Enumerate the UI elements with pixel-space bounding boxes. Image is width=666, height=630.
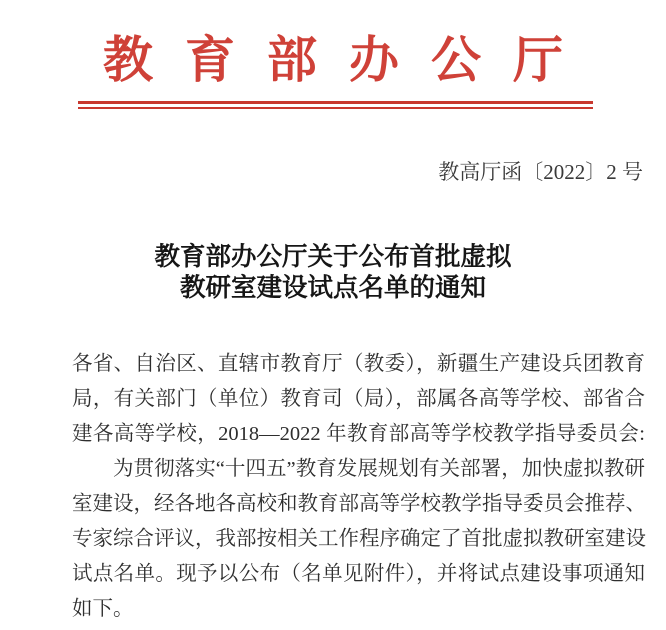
document-title-line-1: 教育部办公厅关于公布首批虚拟 <box>154 242 512 271</box>
paragraph-line-5: 如下。 <box>72 598 134 620</box>
paragraph-line-2: 室建设，经各地各高校和教育部高等学校教学指导委员会推荐、 <box>72 493 646 515</box>
divider-thin-line <box>78 107 593 109</box>
document-title <box>0 241 666 303</box>
masthead-divider <box>78 101 593 109</box>
agency-masthead: 教育部办公厅 <box>103 32 595 88</box>
document-number: 教高厅函〔2022〕2 号 <box>438 160 643 184</box>
addressee-line-3: 建各高等学校，2018—2022 年教育部高等学校教学指导委员会: <box>72 423 645 445</box>
paragraph-line-4: 试点名单。现予以公布（名单见附件），并将试点建设事项通知 <box>72 563 645 585</box>
addressee-line-1: 各省、自治区、直辖市教育厅（教委），新疆生产建设兵团教育 <box>72 353 645 375</box>
document-title-line-2: 教研室建设试点名单的通知 <box>179 273 486 302</box>
paragraph-line-3: 专家综合评议，我部按相关工作程序确定了首批虚拟教研室建设 <box>72 528 646 550</box>
document-body <box>72 347 645 627</box>
addressee-line-2: 局，有关部门（单位）教育司（局），部属各高等学校、部省合 <box>72 388 645 410</box>
paragraph-line-1: 为贯彻落实“十四五”教育发展规划有关部署，加快虚拟教研 <box>113 458 645 480</box>
